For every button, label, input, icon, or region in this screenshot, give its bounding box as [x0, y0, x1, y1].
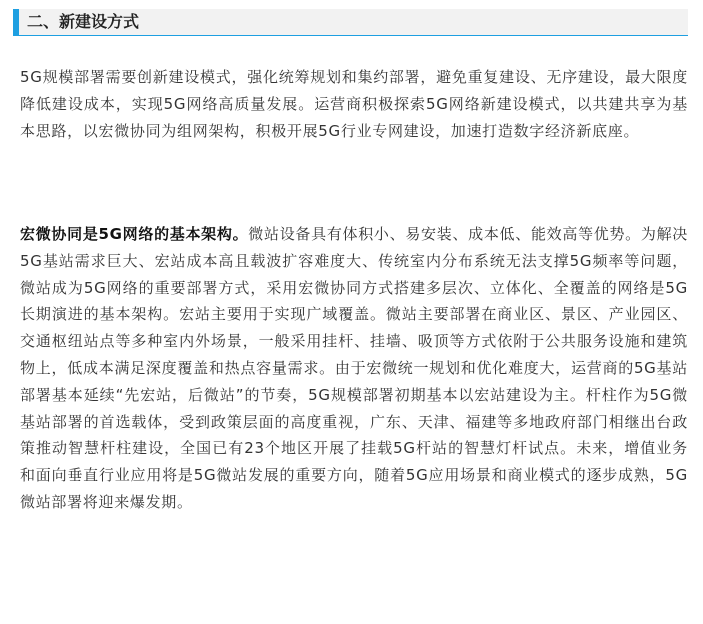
- paragraph-body: 微站设备具有体积小、易安装、成本低、能效高等优势。为解决5G基站需求巨大、宏站成本高且载波扩容难度大、传统室内分布系统无法支撑5G频率等问题，微站成为5G网络的重要部署方式，采用宏微协同方式搭建多层次、立体化、全覆盖的网络是5G长期演进的基本架构。宏站主要用于实现广域覆盖。微站主要部署在商业区、景区、产业园区、交通枢纽站点等多种室内外场景，一般采用挂杆、挂墙、吸顶等方式依附于公共服务设施和建筑物上，低成本满足深度覆盖和热点容量需求。由于宏微统一规划和优化难度大，运营商的5G基站部署基本延续“先宏站，后微站”的节奏，5G规模部署初期基本以宏站建设为主。杆柱作为5G微基站部署的首选载体，受到政策层面的高度重视，广东、天津、福建等多地政府部门相继出台政策推动智慧杆柱建设，全国已有23个地区开展了挂载5G杆站的智慧灯杆试点。未来，增值业务和面向垂直行业应用将是5G微站发展的重要方向，随着5G应用场景和商业模式的逐步成熟，5G微站部署将迎来爆发期。: [20, 225, 688, 511]
- section-header: [13, 9, 688, 36]
- paragraph-lead: 宏微协同是5G网络的基本架构。: [20, 225, 249, 243]
- paragraph-architecture: [20, 221, 688, 516]
- section-title: 二、新建设方式: [27, 12, 140, 31]
- paragraph-intro: 5G规模部署需要创新建设模式，强化统筹规划和集约部署，避免重复建设、无序建设，最大限度降低建设成本，实现5G网络高质量发展。运营商积极探索5G网络新建设模式，以共建共享为基本思路，以宏微协同为组网架构，积极开展5G行业专网建设，加速打造数字经济新底座。: [20, 68, 688, 140]
